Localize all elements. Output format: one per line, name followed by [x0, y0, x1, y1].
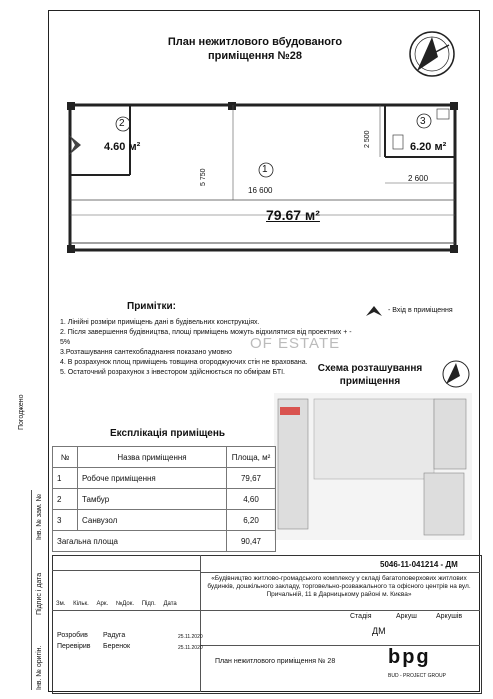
room-2-area: 4.60 м²: [104, 141, 141, 153]
developer-role: Розробив: [57, 632, 88, 639]
note-item: 1. Лінійні розміри приміщень дані в будівельних конструкціях.: [60, 319, 260, 326]
dim-2500: 2 500: [364, 130, 371, 148]
room-3-number: 3: [420, 116, 426, 127]
col-header-area: Площа, м²: [227, 447, 276, 468]
checker-role: Перевірив: [57, 643, 91, 650]
doc-code: 5046-11-041214 - ДМ: [380, 560, 458, 569]
watermark: OF ESTATE: [250, 335, 341, 352]
entry-legend: - Вхід в приміщення: [388, 307, 453, 314]
side-label-inv-replace: Інв. № зам. №: [36, 493, 43, 540]
total-row: Загальна площа 90,47: [53, 531, 276, 552]
entry-arrow-icon: [366, 305, 382, 317]
dim-16600: 16 600: [248, 186, 273, 195]
scheme-title: Схема розташування приміщення: [317, 363, 423, 387]
compass-icon: [440, 358, 472, 390]
company-logo: bpg: [388, 646, 431, 668]
sheet-label: Аркуш: [396, 613, 417, 620]
col-header-no: №: [53, 447, 78, 468]
room-2-number: 2: [119, 118, 125, 129]
stage-value: ДМ: [372, 626, 386, 636]
col-header-name: Назва приміщення: [78, 447, 227, 468]
explication-title: Експлікація приміщень: [110, 428, 226, 439]
floor-plan: [55, 95, 465, 265]
stamp-columns: Зм. Кільк. Арк. №Док. Підп. Дата: [56, 601, 177, 607]
site-scheme: [274, 393, 472, 540]
project-description: «Будівництво житлово-громадського комплексу у складі багатоповерхових житлових будинків, дошкільного закладу, торговельно-розважального та офісного центрів на вул. Причальній, 11 в Дарницькому районі м. Києва»: [207, 575, 471, 598]
side-label-inv-orig: Інв. № оригін.: [36, 645, 43, 690]
note-item: 3.Розташування сантехобладнання показано умовно: [60, 349, 232, 356]
dim-2600: 2 600: [408, 174, 429, 183]
sheets-label: Аркушів: [436, 613, 463, 620]
room-1-number: 1: [262, 164, 268, 175]
notes-heading: Примітки:: [127, 301, 176, 312]
company-logo-sub: BUD - PROJECT GROUP: [388, 673, 446, 679]
developer-date: 25.11.2020: [178, 634, 203, 640]
checker-date: 25.11.2020: [178, 645, 203, 651]
plan-title: План нежитлового вбудованого приміщення №28: [167, 36, 343, 62]
table-row: 1 Робоче приміщення 79,67: [53, 468, 276, 489]
table-row: 3 Санвузол 6,20: [53, 510, 276, 531]
note-item: 4. В розрахунок площ приміщень товщина огороджуючих стін не врахована.: [60, 359, 308, 366]
explication-table: [52, 446, 276, 552]
room-1-area: 79.67 м²: [266, 207, 320, 223]
checker-name: Беренок: [103, 643, 131, 650]
compass-icon: [405, 27, 460, 82]
stage-label: Стадія: [350, 613, 372, 620]
side-divider: [31, 490, 32, 690]
sheet-title: План нежитлового приміщення № 28: [215, 658, 336, 665]
table-row: 2 Тамбур 4,60: [53, 489, 276, 510]
note-item: 2. Після завершення будівництва, площі приміщень можуть відхилятися від проектних + - 5%: [60, 329, 352, 346]
note-item: 5. Остаточний розрахунок з інвестором здійснюється по обмірам БТІ.: [60, 369, 285, 376]
side-label-sign-date: Підпис і дата: [36, 572, 43, 615]
developer-name: Радуга: [103, 632, 126, 639]
room-3-area: 6.20 м²: [410, 141, 447, 153]
dim-5750: 5 750: [200, 168, 207, 186]
side-label-agreed: Погоджено: [18, 394, 25, 430]
